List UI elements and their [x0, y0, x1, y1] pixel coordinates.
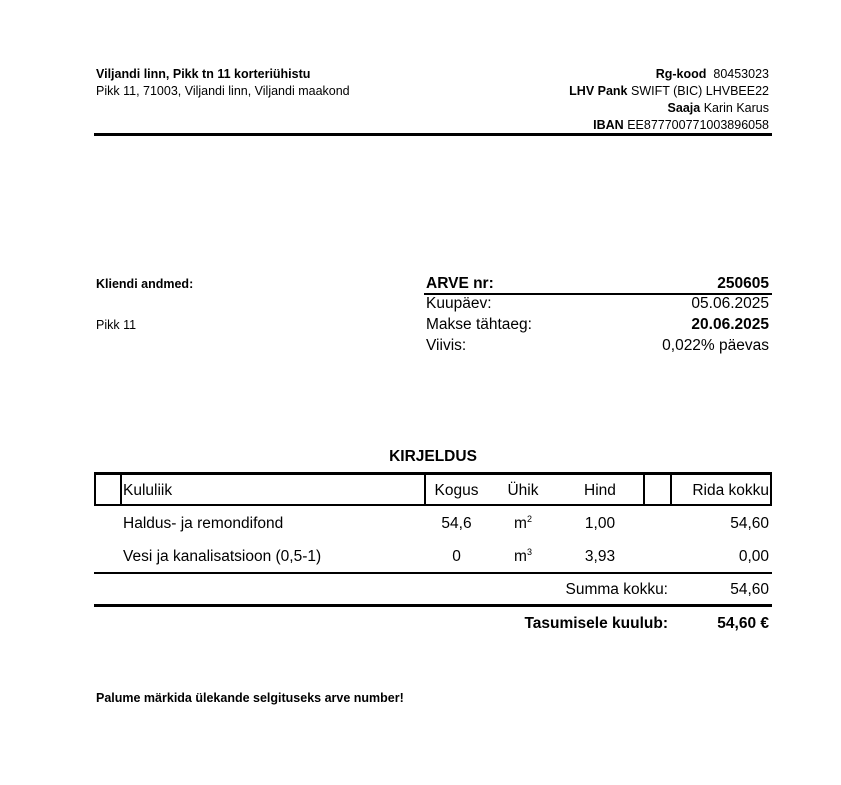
company-address: Pikk 11, 71003, Viljandi linn, Viljandi maakond [96, 84, 350, 98]
registry-code-label: Rg-kood [655, 67, 707, 81]
due-date: 20.06.2025 [691, 316, 769, 333]
table-header-divider [94, 472, 96, 506]
bank-value: SWIFT (BIC) LHVBEE22 [631, 84, 769, 98]
bank-info [569, 84, 769, 98]
table-title: KIRJELDUS [389, 448, 477, 465]
company-name: Viljandi linn, Pikk tn 11 korteriühistu [96, 67, 311, 81]
row-qty: 54,6 [441, 515, 472, 532]
table-header-divider [643, 472, 645, 506]
header-unit: Ühik [507, 482, 539, 499]
sum-label: Summa kokku: [565, 581, 668, 598]
penalty-label: Viivis: [426, 337, 467, 354]
recipient-value: Karin Karus [703, 101, 769, 115]
penalty-value: 0,022% päevas [662, 337, 769, 354]
due-date-label: Makse tähtaeg: [426, 316, 532, 333]
invoice-date-label: Kuupäev: [426, 295, 492, 312]
header-divider [94, 133, 772, 136]
row-unit-base: m [514, 548, 527, 565]
client-label: Kliendi andmed: [96, 277, 194, 291]
iban-label: IBAN [593, 118, 624, 132]
row-unit [493, 515, 553, 533]
row-qty: 0 [452, 548, 461, 565]
sum-value: 54,60 [730, 581, 769, 598]
sum-divider [94, 604, 772, 607]
row-price: 3,93 [584, 548, 616, 565]
row-price: 1,00 [584, 515, 616, 532]
header-price: Hind [584, 482, 616, 499]
row-type: Vesi ja kanalisatsioon (0,5-1) [123, 548, 322, 565]
amount-due-label: Tasumisele kuulub: [524, 615, 668, 632]
row-total: 0,00 [738, 548, 769, 565]
invoice-date: 05.06.2025 [691, 295, 769, 312]
iban-value: EE877700771003896058 [627, 118, 769, 132]
amount-due-value: 54,60 € [717, 615, 769, 632]
invoice-number: 250605 [717, 275, 769, 292]
row-unit-exponent: 2 [526, 513, 532, 524]
table-header-divider [670, 472, 672, 506]
recipient-info [668, 101, 769, 115]
header-qty: Kogus [434, 482, 479, 499]
row-total: 54,60 [730, 515, 769, 532]
rows-bottom-divider [94, 572, 772, 574]
payment-note: Palume märkida ülekande selgituseks arve number! [96, 691, 404, 705]
row-unit [493, 548, 553, 566]
iban-info [593, 118, 769, 132]
invoice-number-label: ARVE nr: [426, 275, 494, 292]
row-unit-exponent: 3 [526, 546, 532, 557]
table-header-divider [120, 472, 122, 506]
header-type: Kululiik [123, 482, 173, 499]
registry-code-value: 80453023 [713, 67, 769, 81]
table-header-divider [770, 472, 772, 506]
bank-label: LHV Pank [569, 84, 628, 98]
client-address: Pikk 11 [96, 318, 137, 332]
registry-code [656, 67, 769, 81]
header-total: Rida kokku [692, 482, 769, 499]
row-type: Haldus- ja remondifond [123, 515, 284, 532]
row-unit-base: m [514, 515, 527, 532]
recipient-label: Saaja [667, 101, 701, 115]
